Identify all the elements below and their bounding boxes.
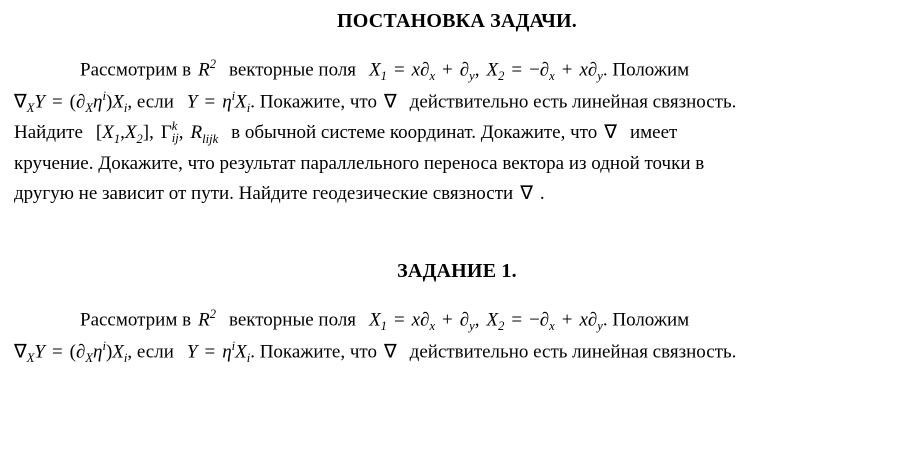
math-plus-2: + xyxy=(561,59,573,81)
math-eta-exponent-2: i xyxy=(231,88,236,103)
math-eta-b: η xyxy=(93,341,103,363)
math-equals-b2: = xyxy=(511,309,523,331)
math-partial-X-index: X xyxy=(85,100,94,115)
section-heading-task-1: ЗАДАНИЕ 1. xyxy=(397,260,517,283)
text-consider-in-2: Рассмотрим в xyxy=(80,309,192,331)
math-nabla-b2: ∇ xyxy=(383,341,397,363)
math-rparen-b: ) xyxy=(105,341,113,363)
math-partial-4: ∂ xyxy=(587,59,598,81)
math-X-index-i-b: i xyxy=(123,350,128,365)
math-eta: η xyxy=(93,90,103,112)
paragraph-line xyxy=(14,305,900,337)
math-X2-bracket-index: 2 xyxy=(136,131,143,146)
math-lparen: ( xyxy=(69,90,76,112)
text-show-that-2: . Покажите, что xyxy=(250,341,377,363)
math-equals-2: = xyxy=(511,59,523,81)
math-bracket-close: ] xyxy=(142,122,150,144)
math-X-index-i: i xyxy=(123,100,128,115)
paragraph-line xyxy=(14,149,900,178)
math-partial: ∂ xyxy=(420,59,430,81)
math-partial-2: ∂ xyxy=(459,59,470,81)
paragraph-problem-statement xyxy=(14,55,900,208)
math-rparen: ) xyxy=(105,90,113,112)
text-vector-fields-2: векторные поля xyxy=(228,309,357,331)
math-partial-y-index-2: y xyxy=(597,69,603,84)
math-X2-index: 2 xyxy=(498,69,505,84)
math-comma-2: , xyxy=(120,122,125,144)
math-X1-bracket: X xyxy=(102,122,114,144)
math-equals-b1: = xyxy=(393,309,405,331)
math-nabla-index: X xyxy=(26,100,35,115)
math-partial-y-index-b2: y xyxy=(597,319,603,334)
math-comma-3: , xyxy=(149,122,154,144)
math-X-index-i-2: i xyxy=(246,100,251,115)
math-x-b: x xyxy=(411,309,421,331)
text-find: Найдите xyxy=(14,122,83,144)
math-eta-exponent: i xyxy=(102,88,106,103)
math-partial-x-index-2: x xyxy=(549,69,555,84)
math-X1-index-b: 1 xyxy=(380,319,387,334)
math-Gamma-lower-index: ij xyxy=(171,131,179,146)
math-X2-index-b: 2 xyxy=(498,319,505,334)
text-really-linear-connection: действительно есть линейная связность. xyxy=(409,90,737,112)
math-comma-1: , xyxy=(474,59,480,81)
math-partial-b1: ∂ xyxy=(420,309,430,331)
text-really-linear-connection-2: действительно есть линейная связность. xyxy=(409,341,737,363)
section-heading-problem-statement: ПОСТАНОВКА ЗАДАЧИ. xyxy=(337,10,577,32)
math-Y-b2: Y xyxy=(186,341,198,363)
math-eta-exponent-b: i xyxy=(102,338,106,353)
math-eta-exponent-b2: i xyxy=(231,338,236,353)
math-X-b4: X xyxy=(235,341,247,363)
math-R-curvature-indices: lijk xyxy=(202,131,219,146)
math-x-b2: x xyxy=(579,309,588,331)
math-x-2: x xyxy=(579,59,588,81)
math-R-b: R xyxy=(198,309,210,331)
text-period: . xyxy=(539,182,545,204)
math-R-exponent: 2 xyxy=(209,57,216,71)
math-partial-b5: ∂ xyxy=(76,341,86,363)
text-vector-fields: векторные поля xyxy=(228,59,357,81)
math-R: R xyxy=(198,59,210,81)
math-X2: X xyxy=(486,59,499,81)
math-minus: − xyxy=(529,59,540,81)
math-plus: + xyxy=(442,59,453,81)
math-eta-2: η xyxy=(222,90,232,112)
math-partial-b4: ∂ xyxy=(587,309,598,331)
math-comma-b1: , xyxy=(474,309,480,331)
math-X1-b: X xyxy=(369,309,381,331)
math-nabla-b1: ∇ xyxy=(14,341,27,363)
paragraph-line xyxy=(14,118,900,149)
math-X-b3: X xyxy=(112,341,124,363)
text-consider-in: Рассмотрим в xyxy=(80,59,192,81)
math-nabla-3: ∇ xyxy=(604,122,617,144)
paragraph-line xyxy=(14,87,900,119)
math-partial-3: ∂ xyxy=(539,59,550,81)
math-Y-b: Y xyxy=(34,341,45,363)
math-lparen-b: ( xyxy=(69,341,76,363)
text-usual-coords: в обычной системе координат. Докажите, что xyxy=(231,122,598,144)
text-if: , если xyxy=(127,90,174,112)
text-show-that: . Покажите, что xyxy=(250,90,377,112)
paragraph-line xyxy=(14,55,900,87)
math-X-4: X xyxy=(235,90,247,112)
math-nabla-2: ∇ xyxy=(383,90,397,112)
math-R-curvature: R xyxy=(190,122,203,144)
math-equals-3: = xyxy=(51,90,63,112)
math-partial-x-index-b2: x xyxy=(549,319,555,334)
math-partial-x-index-b: x xyxy=(429,319,436,334)
paragraph-line xyxy=(14,337,900,369)
math-X-index-i-b2: i xyxy=(246,350,251,365)
math-partial-X-index-b: X xyxy=(85,350,94,365)
math-partial-y-index-b: y xyxy=(469,319,475,334)
math-equals: = xyxy=(393,59,405,81)
math-Y-2: Y xyxy=(186,90,198,112)
math-nabla-4: ∇ xyxy=(520,182,533,204)
math-partial-b3: ∂ xyxy=(539,309,550,331)
math-Y: Y xyxy=(34,90,45,112)
math-Gamma: Γ xyxy=(160,122,172,144)
math-X2-bracket: X xyxy=(124,122,137,144)
math-eta-b2: η xyxy=(222,341,232,363)
math-X2-b: X xyxy=(486,309,499,331)
text-has: имеет xyxy=(629,122,678,144)
math-Gamma-indices xyxy=(172,121,179,145)
paragraph-line xyxy=(14,179,900,208)
math-nabla: ∇ xyxy=(14,90,27,112)
math-comma-4: , xyxy=(178,122,184,144)
math-X1-bracket-index: 1 xyxy=(113,131,121,146)
math-X-3: X xyxy=(112,90,124,112)
math-equals-b4: = xyxy=(204,341,216,363)
math-Gamma-upper-index: k xyxy=(171,119,178,134)
math-partial-b2: ∂ xyxy=(459,309,470,331)
spacer xyxy=(14,283,900,305)
text-if-2: , если xyxy=(127,341,174,363)
math-X1: X xyxy=(369,59,381,81)
text-path-line: другую не зависит от пути. Найдите геодезические связности xyxy=(14,182,514,204)
math-partial-x-index: x xyxy=(429,69,436,84)
math-partial-5: ∂ xyxy=(76,90,86,112)
math-minus-b: − xyxy=(529,309,540,331)
math-partial-y-index: y xyxy=(469,69,475,84)
paragraph-task-1 xyxy=(14,305,900,368)
math-nabla-index-b: X xyxy=(26,350,35,365)
math-equals-b3: = xyxy=(51,341,63,363)
math-equals-4: = xyxy=(204,90,216,112)
spacer xyxy=(14,208,900,260)
math-X1-index: 1 xyxy=(380,69,387,84)
spacer xyxy=(14,33,900,55)
text-torsion-line: кручение. Докажите, что результат параллельного переноса вектора из одной точки в xyxy=(14,153,705,175)
math-x: x xyxy=(411,59,421,81)
text-assume: . Положим xyxy=(602,59,690,81)
math-R-exponent-b: 2 xyxy=(209,307,216,322)
math-plus-b2: + xyxy=(561,309,573,331)
math-plus-b: + xyxy=(442,309,453,331)
text-assume-2: . Положим xyxy=(602,309,690,331)
math-bracket-open: [ xyxy=(95,122,103,144)
